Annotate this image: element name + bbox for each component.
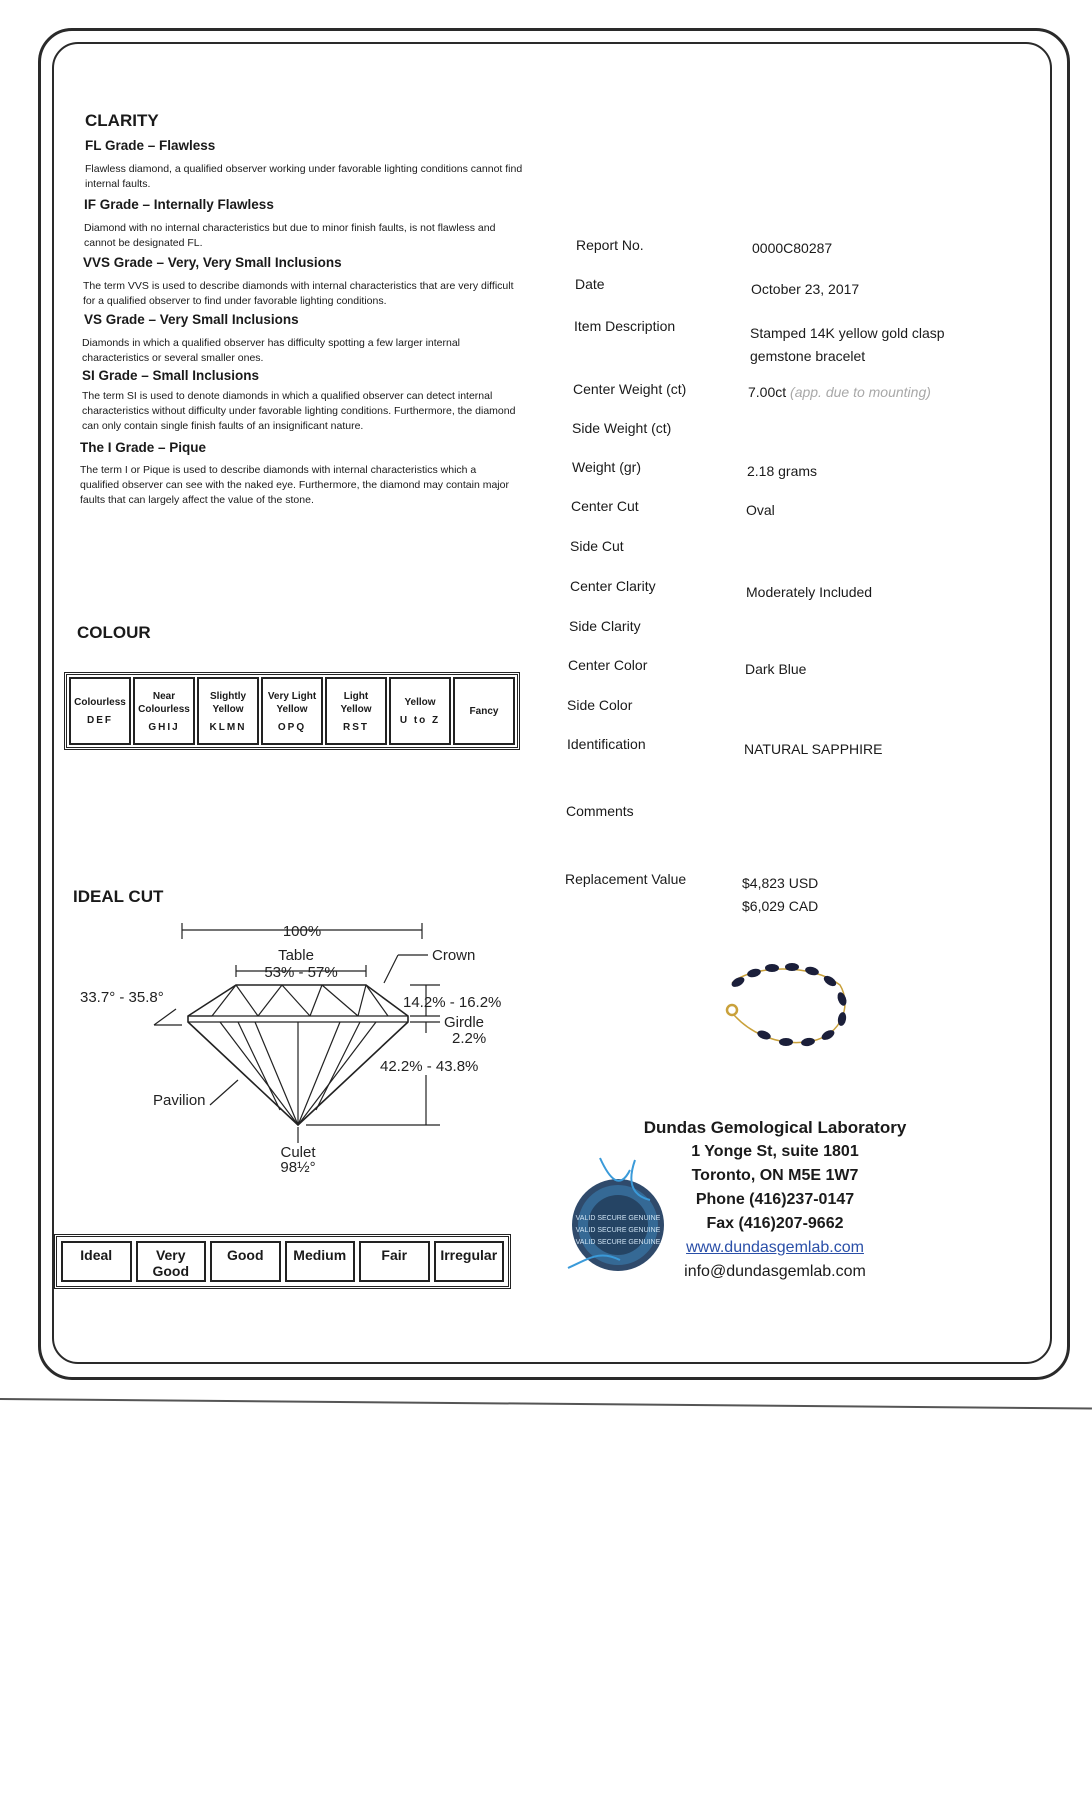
field-label-center-color: Center Color [568,657,648,673]
colour-scale-table [64,672,520,750]
center-weight-note: (app. due to mounting) [790,384,931,400]
clarity-grade-si-title: SI Grade – Small Inclusions [82,368,260,383]
clarity-grade-if-text: Diamond with no internal characteristics but due to minor finish faults, is not flawless and cannot be designated FL. [84,222,496,249]
lab-address-line1: 1 Yonge St, suite 1801 [691,1143,859,1160]
cut-grade-table [54,1234,511,1289]
colour-cell-colourless: Colourless DEF [69,677,131,745]
diagram-girdle-value: 2.2% [452,1030,487,1047]
cut-grade-fair: Fair [359,1241,430,1282]
field-value-report-no: 0000C80287 [752,240,833,256]
page-bottom-edge [0,1398,1092,1410]
field-label-identification: Identification [567,736,646,752]
clarity-grade-vvs-text: The term VVS is used to describe diamonds with internal characteristics that are very difficult for a qualified observer to find under favorable lighting conditions. [83,280,514,307]
field-label-center-weight: Center Weight (ct) [573,381,687,397]
colour-title: COLOUR [77,623,151,642]
clarity-grade-vs-title: VS Grade – Very Small Inclusions [84,312,299,327]
field-label-side-color: Side Color [567,697,633,713]
clarity-grade-vvs-title: VVS Grade – Very, Very Small Inclusions [83,255,342,270]
cut-grade-ideal: Ideal [61,1241,132,1282]
clarity-grade-i-text: The term I or Pique is used to describe diamonds with internal characteristics which a qualified observer can see with the naked eye. Furthermore, the diamond may contain major faults that can largely affect the value of the stone. [80,464,509,506]
clarity-grade-if-title: IF Grade – Internally Flawless [84,197,274,212]
field-label-replacement-value: Replacement Value [565,871,687,887]
diagram-culet-value: 98½° [280,1159,316,1175]
field-label-weight-gr: Weight (gr) [572,459,641,475]
field-value-date: October 23, 2017 [751,281,860,297]
field-label-center-cut: Center Cut [571,498,639,514]
field-label-item-description: Item Description [574,318,676,334]
clarity-grade-vs-text: Diamonds in which a qualified observer has difficulty spotting a few larger internal characteristics or several smaller ones. [82,337,461,364]
field-label-comments: Comments [566,803,634,819]
svg-text:VALID SECURE GENUINE: VALID SECURE GENUINE [575,1227,661,1234]
hologram-seal [560,1150,670,1280]
field-value-identification: NATURAL SAPPHIRE [744,741,883,757]
colour-cell-yellow: Yellow U to Z [389,677,451,745]
field-value-replacement-cad: $6,029 CAD [742,898,819,914]
ideal-cut-title: IDEAL CUT [73,887,164,906]
diagram-table-label: Table [278,947,314,964]
diagram-pavilion-label: Pavilion [153,1092,206,1109]
diagram-width-label: 100% [282,923,322,940]
diagram-crown-label: Crown [432,947,476,964]
field-label-side-cut: Side Cut [570,538,624,554]
colour-cell-fancy: Fancy [453,677,515,745]
clarity-grade-i-title: The I Grade – Pique [80,440,207,455]
cut-grade-irregular: Irregular [434,1241,505,1282]
clarity-title: CLARITY [85,111,159,130]
diagram-crown-height: 14.2% - 16.2% [403,994,502,1011]
field-value-weight-gr: 2.18 grams [747,463,818,479]
field-value-center-cut: Oval [746,502,775,518]
field-label-side-weight: Side Weight (ct) [572,420,672,436]
field-label-side-clarity: Side Clarity [569,618,641,634]
diagram-culet-label: Culet [280,1144,316,1161]
field-label-date: Date [575,276,605,292]
field-value-replacement-usd: $4,823 USD [742,875,819,891]
lab-fax: Fax (416)207-9662 [706,1215,844,1232]
colour-cell-light-yellow: Light Yellow RST [325,677,387,745]
diamond-proportions-diagram [70,915,520,1175]
clarity-grade-si-text: The term SI is used to denote diamonds in which a qualified observer can detect internal characteristics without difficulty under favorable lighting conditions. Furthermore, the diamond can only contain single finish faults of an insignificant nature. [82,390,516,432]
lab-email: info@dundasgemlab.com [684,1263,866,1280]
diagram-table-range: 53% - 57% [264,964,338,981]
colour-cell-very-light-yellow: Very Light Yellow OPQ [261,677,323,745]
svg-text:VALID SECURE GENUINE: VALID SECURE GENUINE [575,1239,661,1246]
clarity-grade-fl-title: FL Grade – Flawless [85,138,216,153]
field-label-center-clarity: Center Clarity [570,578,656,594]
lab-name: Dundas Gemological Laboratory [643,1118,907,1137]
cut-grade-medium: Medium [285,1241,356,1282]
cut-grade-good: Good [210,1241,281,1282]
diagram-pavilion-depth: 42.2% - 43.8% [380,1058,479,1075]
colour-cell-near-colourless: Near Colourless GHIJ [133,677,195,745]
seal-text: VALID SECURE GENUINE [575,1215,661,1222]
lab-phone: Phone (416)237-0147 [695,1191,855,1208]
bracelet-photo [712,955,862,1055]
cut-grade-very-good: Very Good [136,1241,207,1282]
field-value-item-description: Stamped 14K yellow gold clasp gemstone bracelet [750,325,945,364]
lab-address-line2: Toronto, ON M5E 1W7 [691,1167,859,1184]
field-value-center-weight: 7.00ct (app. due to mounting) [748,384,931,400]
clarity-grade-fl-text: Flawless diamond, a qualified observer working under favorable lighting conditions cannot find internal faults. [85,163,523,190]
lab-website-link[interactable]: www.dundasgemlab.com [686,1239,864,1256]
field-value-center-clarity: Moderately Included [746,584,873,600]
colour-cell-slightly-yellow: Slightly Yellow KLMN [197,677,259,745]
field-label-report-no: Report No. [576,237,644,253]
field-value-center-color: Dark Blue [745,661,807,677]
diagram-crown-angle: 33.7° - 35.8° [80,989,164,1006]
diagram-girdle-label: Girdle [444,1014,485,1031]
